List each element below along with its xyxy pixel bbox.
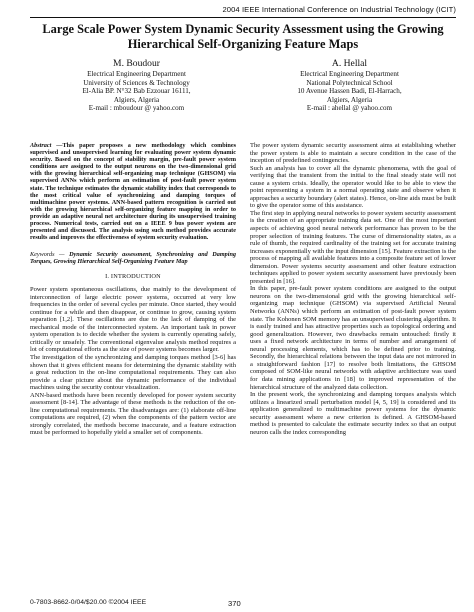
- keywords: [30, 251, 236, 265]
- copyright-footer: 0-7803-8662-0/04/$20.00 ©2004 IEEE: [30, 599, 147, 606]
- author-name: M. Boudour: [113, 58, 160, 69]
- author-email: E-mail : mboudour @ yahoo.com: [88, 104, 185, 112]
- body-paragraph: ANN-based methods have been recently developed for power system security assessment [8-14]. The advantage of these methods is the reduction of the on-line computational requirements. The disadvantages are: (1) elaborate off-line computations are required, (2) when the components of the pattern vector are strongly correlated, the methods become inaccurate, and a feature extraction must be performed to hopefully yield a smaller set of components.: [30, 391, 236, 437]
- affiliation-line: El-Alia BP. N°32 Bab Ezzouar 16111,: [82, 87, 191, 95]
- body-paragraph: The power system dynamic security assessment aims at establishing whether the power system is able to maintain a secure condition in the case of the inception of predefined contingencies.: [250, 142, 456, 165]
- affiliation-line: Electrical Engineering Department: [300, 70, 399, 78]
- author-2: [243, 58, 456, 113]
- right-column: [250, 142, 456, 436]
- body-paragraph: In the present work, the synchronizing and damping torques analysis which utilizes a linearized small perturbation model [4, 5, 19] is considered and its application generalized to multimachine power systems for the dynamic security assessment where a new criterion is defined. A GHSOM-based method is presented to calculate the estimate security index so that an output neuron calls the index corresponding: [250, 391, 456, 436]
- affiliation-line: Algiers, Algeria: [326, 95, 373, 104]
- abstract: [30, 142, 236, 241]
- affiliation-line: Electrical Engineering Department: [87, 70, 186, 78]
- abstract-text: —This paper proposes a new methodology which combines supervised and unsupervised learning for evaluating power system dynamic security. Based on the concept of stability margin, pre-fault power system conditions are assigned to the output neurons on the two-dimensional grid with the growing hierarchical self-organizing map technique (GHSOM) via supervised ANNs which perform an estimation of post-fault power system state. The technique estimates the dynamic stability index that corresponds to the most critical value of synchronizing and damping torques of multimachine power systems. ANN-based pattern recognition is carried out with the growing hierarchical self-organizing feature mapping in order to provide an adaptive neural net architecture during its unsupervised training process. Numerical tests, carried out on a IEEE 9 bus power system are presented and discussed. The analysis using such method provides accurate results and improves the effectiveness of system security evaluation.: [30, 142, 236, 242]
- section-heading: I. INTRODUCTION: [105, 272, 161, 280]
- abstract-label: Abstract: [30, 142, 52, 149]
- body-paragraph: In this paper, pre-fault power system conditions are assigned to the output neurons on the two-dimensional grid with the growing hierarchical self-organizing map technique (GHSOM) via supervised Artificial Neural Networks (ANNs) which perform an estimation of post-fault power system state. The Kohonen SOM memory has an unsupervised clustering algorithm. It is easily trained and has attractive properties such as topological ordering and good generalization. However, two drawbacks remain untouched: firstly it uses a fixed network architecture in terms of number and arrangement of neural processing elements, which has to be defined prior to training. Secondly, the hierarchical relations between the input data are not mirrored in a straightforward fashion [17] to resolve both limitations, the GHSOM composed of SOM-like neural networks with adaptive architecture was used for data mining applications in [18] to improved representation of the hierarchical structure of the analyzed data collection.: [250, 285, 456, 391]
- affiliation-line: University of Sciences & Technology: [83, 78, 190, 87]
- body-paragraph: The investigation of the synchronizing and damping torques method [3-6] has shown that it gives efficient means for determining the dynamic stability with a great reduction in the on-line computational requirements. They can also provide a clear picture about the dynamic performance of the individual machines using the security contour visualization.: [30, 353, 236, 392]
- keywords-label: Keywords —: [30, 251, 70, 259]
- author-email: E-mail : ahellal @ yahoo.com: [306, 104, 393, 112]
- keywords-text: Dynamic Security assessment, Synchronizing and Damping Torques, Growing Hierarchical Self-Organizing Feature Map: [30, 251, 236, 266]
- left-column: [30, 142, 236, 437]
- body-paragraph: Such an analysis has to cover all the dynamic phenomena, with the goal of verifying that the transient from the initial to the final steady state will not cause a system crisis. Ideally, the operator would like to be able to view the point representing a system in a normal operating state and observe when it approaches a security boundary (alert states). Hence, on-line aids must be built to give the operator some of this assistance.: [250, 164, 456, 210]
- affiliation-line: 10 Avenue Hassen Badi, El-Harrach,: [297, 87, 402, 95]
- conference-header: 2004 IEEE International Conference on Industrial Technology (ICIT): [222, 5, 456, 14]
- body-paragraph: Power system spontaneous oscillations, due mainly to the development of interconnection of large electric power systems, occurred at very low frequencies in the order of several cycles per minute. Once started, they would continue for a while and then disappear, or continue to grow, causing system separation [1,2]. These oscillations are due to the lack of damping of the mechanical mode of the interconnected system. An important task in power system operation is to decide whether the system is currently operating safely, critically or unsafely. The conventional eigenvalue analysis method requires a lot of computational efforts as the size of power systems becomes larger.: [30, 286, 236, 354]
- affiliation-line: National Polytechnical School: [306, 78, 393, 87]
- affiliation-line: Algiers, Algeria: [113, 95, 160, 104]
- page-number: 370: [228, 599, 241, 608]
- paper-title: Large Scale Power System Dynamic Security Assessment using the Growing Hierarchical Self-Organizing Feature Maps: [42, 22, 444, 51]
- author-1: [30, 58, 243, 113]
- author-name: A. Hellal: [331, 58, 368, 69]
- authors-block: [30, 58, 456, 113]
- body-paragraph: The first step in applying neural networks to power system security assessment is the creation of an appropriate training data set. One of the most important aspects of achieving good neural network performance has proven to be the proper selection of training features. The curse of dimensionality states, as a rule of thumb, the required cardinality of the training set for accurate training increases exponentially with the input dimension [15]. Feature extraction is the process of mapping all available features into a composite feature set of lower dimension. Power systems security assessment and other feature extraction techniques applied to power system security assessment have previously been presented in [16].: [250, 209, 456, 285]
- header-rule: [30, 17, 456, 18]
